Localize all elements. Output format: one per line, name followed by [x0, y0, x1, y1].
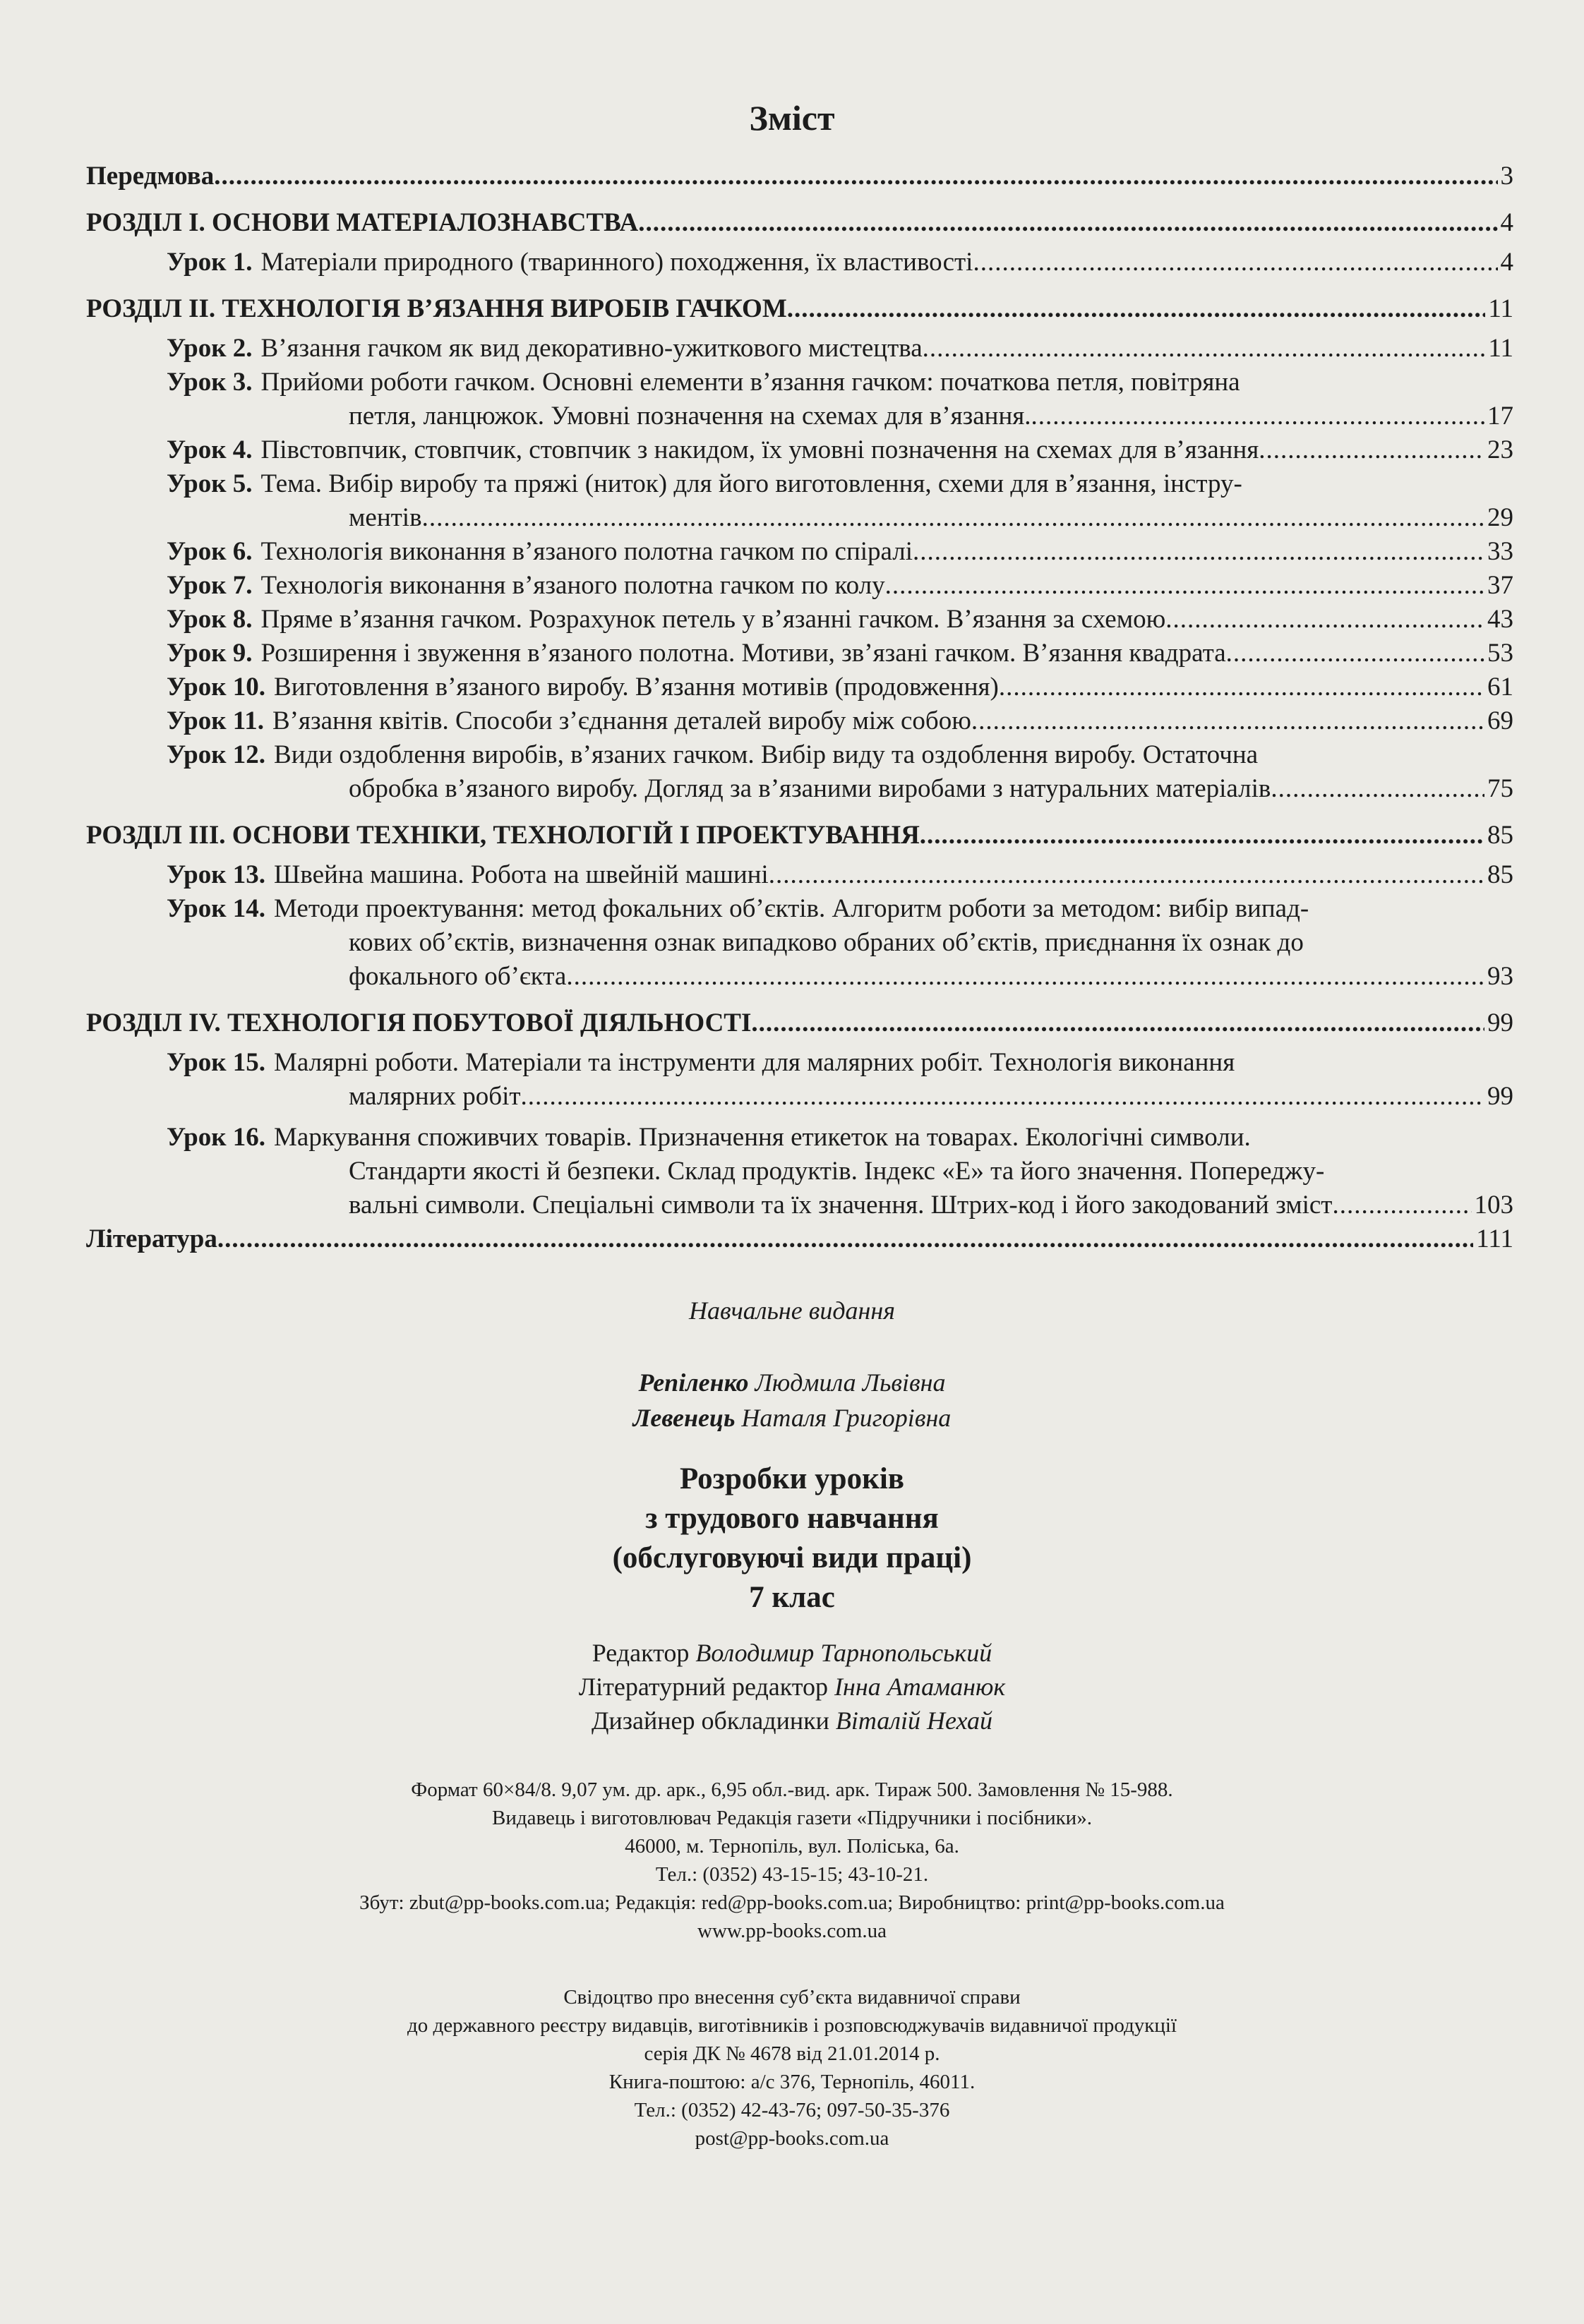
lesson-title-cont: кових об’єктів, визначення ознак випадково обраних об’єктів, приєднання їх ознак до [349, 928, 1304, 957]
toc-page: 11 [1488, 294, 1513, 323]
lesson-title: Виготовлення в’язаного виробу. В’язання мотивів (продовження) [274, 673, 999, 702]
imprint-line: Тел.: (0352) 43-15-15; 43-10-21. [655, 1863, 929, 1886]
author-name: Наталя Григорівна [741, 1404, 952, 1432]
toc-page: 4 [1500, 208, 1513, 237]
lesson-title: Технологія виконання в’язаного полотна гачком по колу [260, 571, 885, 600]
publisher-certificate [0, 1983, 1584, 2153]
lesson-number: Урок 4. [167, 435, 253, 464]
toc-page: 69 [1487, 706, 1513, 735]
toc-page: 23 [1487, 435, 1513, 464]
leader-dots [1332, 1188, 1471, 1222]
leader-dots [638, 206, 1497, 240]
toc-lesson [86, 569, 1513, 603]
staff-role: Літературний редактор [578, 1673, 829, 1701]
staff-line [0, 1670, 1584, 1704]
toc-label: РОЗДІЛ IV. ТЕХНОЛОГІЯ ПОБУТОВОЇ ДІЯЛЬНОСТІ [86, 1009, 752, 1037]
leader-dots [1226, 637, 1484, 670]
lesson-number: Урок 9. [167, 639, 253, 668]
leader-dots [913, 535, 1484, 569]
leader-dots [787, 292, 1486, 326]
toc-lesson [86, 535, 1513, 569]
toc-lesson [86, 246, 1513, 279]
author [0, 1365, 1584, 1400]
toc-lesson [86, 332, 1513, 366]
table-of-contents [86, 159, 1513, 1256]
leader-dots [973, 246, 1497, 279]
leader-dots [1259, 433, 1484, 467]
lesson-number: Урок 3. [167, 368, 253, 397]
toc-page: 61 [1487, 673, 1513, 702]
imprint-line: 46000, м. Тернопіль, вул. Поліська, 6а. [625, 1835, 959, 1858]
toc-page: 85 [1487, 860, 1513, 889]
lesson-title-cont: фокального об’єкта [349, 962, 567, 991]
toc-lesson [86, 738, 1513, 806]
toc-lesson [86, 637, 1513, 670]
lesson-number: Урок 14. [167, 894, 266, 923]
certificate-line: Свідоцтво про внесення суб’єкта видавничої справи [563, 1986, 1021, 2009]
toc-label: РОЗДІЛ ІІІ. ОСНОВИ ТЕХНІКИ, ТЕХНОЛОГІЙ І ПРОЕКТУВАННЯ [86, 821, 920, 850]
page-title: Зміст [749, 98, 835, 138]
lesson-title-cont: малярних робіт [349, 1082, 521, 1111]
imprint-line: Формат 60×84/8. 9,07 ум. др. арк., 6,95 обл.-вид. арк. Тираж 500. Замовлення № 15-988. [411, 1778, 1173, 1801]
lesson-title: Види оздоблення виробів, в’язаних гачком. Вибір виду та оздоблення виробу. Остаточна [274, 740, 1259, 769]
staff-credits [0, 1636, 1584, 1738]
staff-person: Віталій Нехай [835, 1706, 993, 1735]
toc-page: 99 [1487, 1009, 1513, 1037]
lesson-title-cont: петля, ланцюжок. Умовні позначення на схемах для в’язання. [349, 402, 1031, 431]
lesson-title: Технологія виконання в’язаного полотна гачком по спіралі [260, 537, 913, 566]
lesson-number: Урок 7. [167, 571, 253, 600]
lesson-title-cont: ментів [349, 503, 422, 532]
leader-dots [214, 159, 1497, 193]
toc-label: Література [86, 1224, 217, 1253]
toc-lesson [86, 704, 1513, 738]
toc-page: 111 [1476, 1224, 1513, 1253]
lesson-title: Маркування споживчих товарів. Призначення етикеток на товарах. Екологічні символи. [274, 1123, 1251, 1152]
lesson-title-cont: обробка в’язаного виробу. Догляд за в’язаними виробами з натуральних матеріалів [349, 774, 1271, 803]
lesson-title: В’язання квітів. Способи з’єднання деталей виробу між собою [272, 706, 971, 735]
toc-page: 37 [1487, 571, 1513, 600]
lesson-number: Урок 2. [167, 334, 253, 363]
toc-section-2 [86, 292, 1513, 326]
lesson-title: Прийоми роботи гачком. Основні елементи в’язання гачком: початкова петля, повітряна [260, 368, 1240, 397]
certificate-line: Тел.: (0352) 42-43-76; 097-50-35-376 [634, 2099, 950, 2121]
lesson-number: Урок 16. [167, 1123, 266, 1152]
leader-dots [1165, 603, 1484, 637]
lesson-number: Урок 1. [167, 248, 253, 277]
book-title-line: (обслуговуючі види праці) [612, 1541, 972, 1575]
lesson-title: Півстовпчик, стовпчик, стовпчик з накидом, їх умовні позначення на схемах для в’язання [260, 435, 1259, 464]
toc-page: 17 [1487, 402, 1513, 431]
lesson-title: Методи проектування: метод фокальних об’єктів. Алгоритм роботи за методом: вибір випад- [274, 894, 1309, 923]
imprint-line: Збут: zbut@pp-books.com.ua; Редакція: red@pp-books.com.ua; Виробництво: print@pp-books.com.ua [359, 1891, 1225, 1914]
lesson-number: Урок 5. [167, 469, 253, 498]
lesson-title: Пряме в’язання гачком. Розрахунок петель у в’язанні гачком. В’язання за схемою [260, 605, 1166, 634]
lesson-title: Тема. Вибір виробу та пряжі (ниток) для його виготовлення, схеми для в’язання, інстру- [260, 469, 1242, 498]
toc-page: 4 [1500, 248, 1513, 277]
leader-dots [217, 1222, 1473, 1256]
book-title-line: Розробки уроків [679, 1462, 905, 1495]
toc-lesson [86, 858, 1513, 892]
imprint-line: Видавець і виготовлювач Редакція газети «Підручники і посібники». [492, 1807, 1092, 1829]
toc-page: 3 [1500, 162, 1513, 191]
toc-page: 99 [1487, 1082, 1513, 1111]
toc-page: 11 [1488, 334, 1513, 363]
lesson-title: Розширення і звуження в’язаного полотна. Мотиви, зв’язані гачком. В’язання квадрата [260, 639, 1226, 668]
lesson-number: Урок 11. [167, 706, 264, 735]
imprint-line: www.pp-books.com.ua [697, 1920, 887, 1942]
toc-page: 29 [1487, 503, 1513, 532]
staff-person: Володимир Тарнопольський [695, 1639, 992, 1667]
toc-page: 53 [1487, 639, 1513, 668]
author-surname: Репіленко [638, 1368, 749, 1397]
leader-dots [751, 1006, 1484, 1040]
lesson-number: Урок 8. [167, 605, 253, 634]
lesson-number: Урок 6. [167, 537, 253, 566]
lesson-number: Урок 10. [167, 673, 266, 702]
certificate-line: post@pp-books.com.ua [695, 2127, 889, 2150]
staff-line [0, 1636, 1584, 1670]
lesson-title-cont: вальні символи. Спеціальні символи та їх значення. Штрих-код і його закодований зміст [349, 1191, 1333, 1220]
lesson-title: В’язання гачком як вид декоративно-ужиткового мистецтва [260, 334, 923, 363]
toc-page: 103 [1474, 1191, 1513, 1220]
book-title-line: з трудового навчання [645, 1502, 939, 1535]
toc-page: 33 [1487, 537, 1513, 566]
imprint [0, 1776, 1584, 1945]
authors [0, 1365, 1584, 1435]
leader-dots [971, 704, 1484, 738]
toc-page: 93 [1487, 962, 1513, 991]
staff-person: Інна Атаманюк [834, 1673, 1006, 1701]
leader-dots [920, 819, 1484, 853]
toc-lesson [86, 892, 1513, 994]
staff-line [0, 1704, 1584, 1738]
toc-label: Передмова [86, 162, 215, 191]
toc-label: РОЗДІЛ І. ОСНОВИ МАТЕРІАЛОЗНАВСТВА [86, 208, 639, 237]
lesson-title-cont: Стандарти якості й безпеки. Склад продуктів. Індекс «Е» та його значення. Попереджу- [349, 1157, 1325, 1186]
toc-page: 43 [1487, 605, 1513, 634]
certificate-line: серія ДК № 4678 від 21.01.2014 р. [644, 2042, 940, 2065]
leader-dots [1031, 399, 1484, 433]
leader-dots [885, 569, 1484, 603]
lesson-title: Матеріали природного (тваринного) походження, їх властивості [260, 248, 973, 277]
toc-literature [86, 1222, 1513, 1256]
toc-preface [86, 159, 1513, 193]
toc-section-1 [86, 206, 1513, 240]
leader-dots [422, 501, 1484, 535]
lesson-number: Урок 13. [167, 860, 266, 889]
toc-lesson [86, 366, 1513, 433]
toc-page: 85 [1487, 821, 1513, 850]
leader-dots [769, 858, 1484, 892]
leader-dots [566, 960, 1484, 994]
author-name: Людмила Львівна [755, 1368, 946, 1397]
certificate-line: до державного реєстру видавців, виготівників і розповсюджувачів видавничої продукції [407, 2014, 1177, 2037]
toc-lesson [86, 433, 1513, 467]
leader-dots [521, 1080, 1484, 1114]
toc-lesson [86, 467, 1513, 535]
certificate-line: Книга-поштою: а/с 376, Тернопіль, 46011. [608, 2071, 976, 2093]
toc-section-3 [86, 819, 1513, 853]
lesson-title: Швейна машина. Робота на швейній машині [274, 860, 769, 889]
staff-role: Дизайнер обкладинки [591, 1706, 829, 1735]
book-title [0, 1459, 1584, 1618]
toc-lesson [86, 670, 1513, 704]
book-title-line: 7 клас [749, 1581, 835, 1614]
toc-lesson [86, 1121, 1513, 1222]
toc-lesson [86, 1046, 1513, 1114]
leader-dots [1271, 772, 1484, 806]
staff-role: Редактор [592, 1639, 690, 1667]
edition-type: Навчальне видання [688, 1296, 895, 1325]
toc-section-4 [86, 1006, 1513, 1040]
author-surname: Левенець [632, 1404, 736, 1432]
author [0, 1400, 1584, 1435]
lesson-title: Малярні роботи. Матеріали та інструменти для малярних робіт. Технологія виконання [274, 1048, 1235, 1077]
leader-dots [999, 670, 1484, 704]
toc-label: РОЗДІЛ ІІ. ТЕХНОЛОГІЯ В’ЯЗАННЯ ВИРОБІВ ГАЧКОМ [86, 294, 787, 323]
toc-page: 75 [1487, 774, 1513, 803]
leader-dots [923, 332, 1486, 366]
lesson-number: Урок 15. [167, 1048, 266, 1077]
toc-lesson [86, 603, 1513, 637]
lesson-number: Урок 12. [167, 740, 266, 769]
